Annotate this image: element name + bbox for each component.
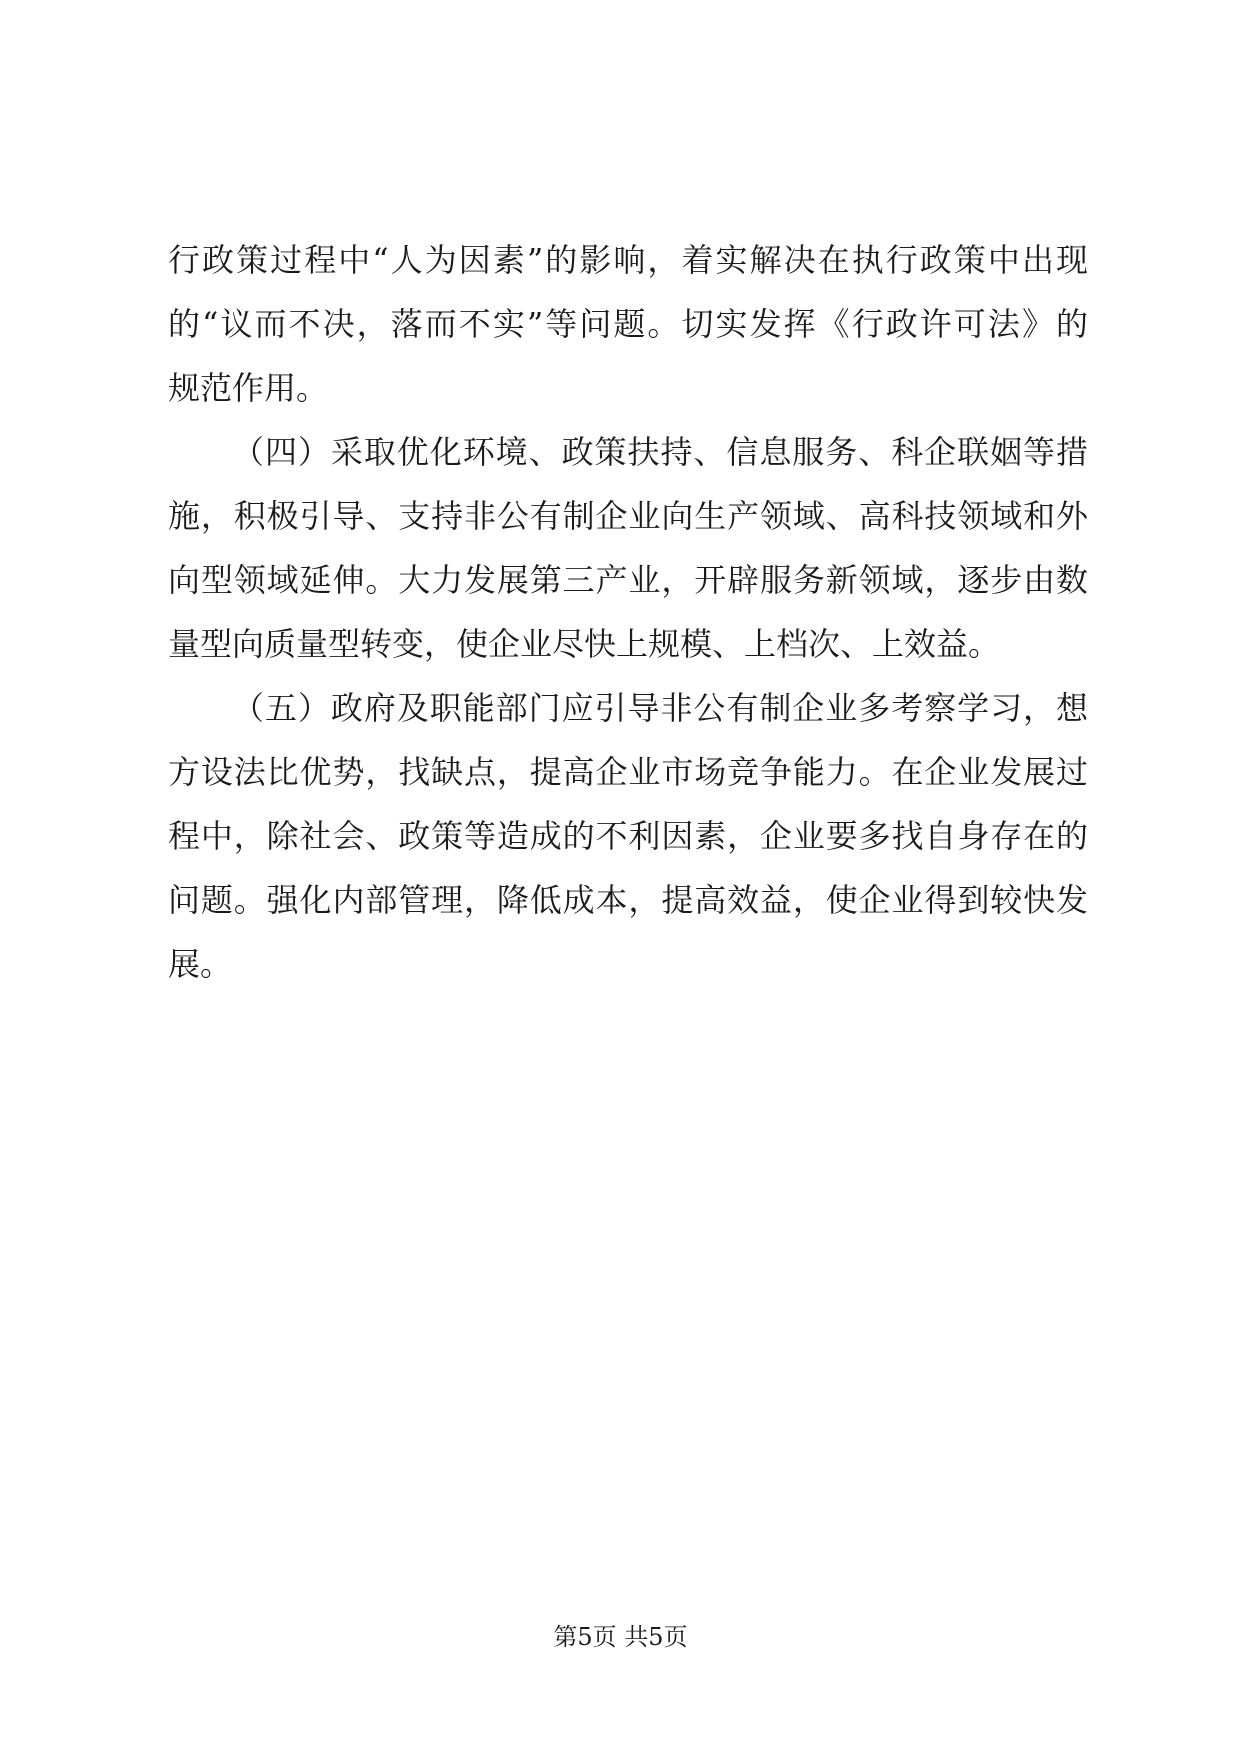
paragraph-3-line-5: 展。 [168, 945, 233, 983]
paragraph-2-line-1: （四）采取优化环境、政策扶持、信息服务、科企联姻等措 [232, 433, 1088, 471]
paragraph-1-line-1: 行政策过程中“人为因素”的影响，着实解决在执行政策中出现 [168, 241, 1088, 279]
paragraph-3-line-3: 程中，除社会、政策等造成的不利因素，企业要多找自身存在的 [168, 817, 1088, 855]
paragraph-2-line-2: 施，积极引导、支持非公有制企业向生产领域、高科技领域和外 [168, 497, 1088, 535]
paragraph-2-line-4: 量型向质量型转变，使企业尽快上规模、上档次、上效益。 [168, 625, 1001, 663]
paragraph-2-line-3: 向型领域延伸。大力发展第三产业，开辟服务新领域，逐步由数 [168, 561, 1088, 599]
paragraph-1-line-3: 规范作用。 [168, 369, 329, 407]
paragraph-1-line-2: 的“议而不决，落而不实”等问题。切实发挥《行政许可法》的 [168, 305, 1088, 343]
paragraph-3-line-1: （五）政府及职能部门应引导非公有制企业多考察学习，想 [232, 689, 1088, 727]
page-number-footer: 第5页 共5页 [553, 1623, 688, 1651]
paragraph-3-line-4: 问题。强化内部管理，降低成本，提高效益，使企业得到较快发 [168, 881, 1088, 919]
paragraph-3-line-2: 方设法比优势，找缺点，提高企业市场竞争能力。在企业发展过 [168, 753, 1088, 791]
